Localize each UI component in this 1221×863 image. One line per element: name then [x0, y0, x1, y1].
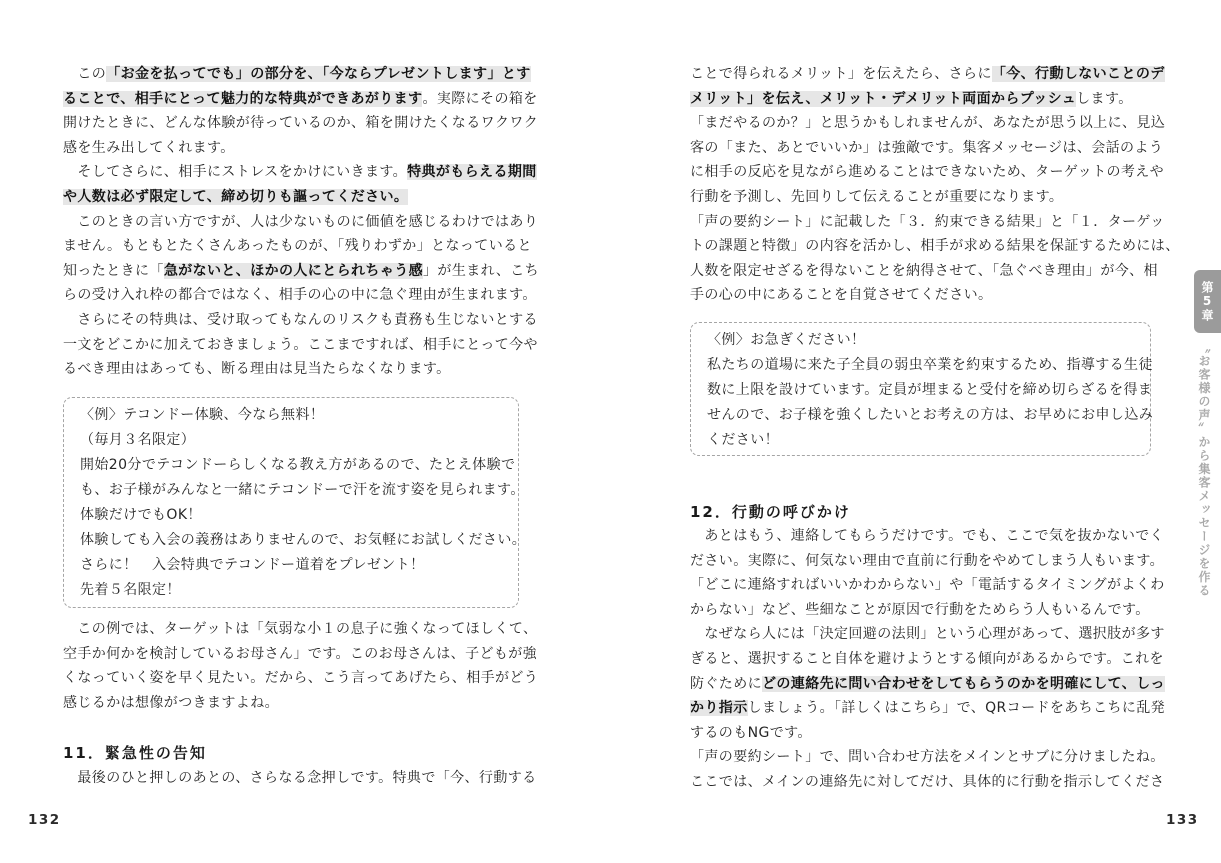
text-line: ここでは、メインの連絡先に対してだけ、具体的に行動を指示してくださ: [690, 773, 1165, 790]
text-line: トの課題と特徴」の内容を活かし、相手が求める結果を保証するためには、: [690, 238, 1180, 255]
text-line: 私たちの道場に来た子全員の弱虫卒業を約束するため、指導する生徒: [707, 357, 1153, 373]
text-line: なぜなら人には「決定回避の法則」という心理があって、選択肢が多す: [690, 626, 1165, 643]
text-line: せんので、お子様を強くしたいとお考えの方は、お早めにお申し込み: [707, 407, 1154, 423]
text-line: くなっていく姿を早く見たい。だから、こう言ってあげたら、相手がどう: [63, 670, 539, 687]
text-line: 開けたときに、どんな体験が待っているのか、箱を開けたくなるワクワク: [63, 115, 539, 132]
text-line: 人数を限定せざるを得ないことを納得させて、「急ぐべき理由」が今、相: [690, 262, 1158, 279]
chapter-tab-badge: 第5章: [1194, 270, 1221, 333]
text-line: ことで得られるメリット」を伝えたら、さらに「今、行動しないことのデ: [690, 66, 1165, 82]
text-line: 知ったときに「急がないと、ほかの人にとられちゃう感」が生まれ、こち: [63, 262, 540, 279]
text-line: 「まだやるのか？」と思うかもしれませんが、あなたが思う以上に、見込: [690, 115, 1166, 132]
text-line: メリット」を伝え、メリット・デメリット両面からプッシュします。: [690, 90, 1133, 107]
text-line: らの受け入れ枠の都合ではなく、相手の心の中に急ぐ理由が生まれます。: [63, 287, 537, 304]
text-line: ください！: [707, 432, 779, 448]
text-line: このときの言い方ですが、人は少ないものに価値を感じるわけではあり: [63, 213, 539, 230]
text-line: からない」など、些細なことが原因で行動をためらう人もいるんです。: [690, 601, 1150, 618]
text-line: 「声の要約シート」に記載した「３．約束できる結果」と「１．ターゲッ: [690, 213, 1165, 230]
text-line: （毎月３名限定）: [80, 432, 196, 448]
left-section-paragraph: [63, 766, 537, 791]
text-line: そしてさらに、相手にストレスをかけにいきます。特典がもらえる期間: [63, 164, 537, 181]
text-line: ません。もともとたくさんあったものが、「残りわずか」となっていると: [63, 238, 532, 255]
text-line: ださい。実際に、何気ない理由で直前に行動をやめてしまう人もいます。: [690, 552, 1165, 569]
page-number-left: 132: [28, 812, 61, 828]
text-line: 「どこに連絡すればいいかわからない」や「電話するタイミングがよくわ: [690, 577, 1165, 594]
text-line: 最後のひと押しのあとの、さらなる念押しです。特典で「今、行動する: [63, 770, 537, 786]
chapter-title-vertical: 〝お客様の声〟から集客メッセージを作る: [1197, 341, 1211, 598]
text-line: 体験だけでもOK！: [80, 507, 202, 523]
text-line: 〈例〉お急ぎください！: [707, 332, 866, 348]
text-line: 手の心の中にあることを自覚させてください。: [690, 287, 993, 304]
text-line: 〈例〉テコンドー体験、今なら無料！: [80, 407, 325, 423]
text-line: 体験しても入会の義務はありませんので、お気軽にお試しください。: [80, 532, 527, 548]
text-line: や人数は必ず限定して、締め切りも謳ってください。: [63, 188, 409, 205]
example-box-urgency: [690, 322, 1154, 456]
text-line: 感じるかは想像がつきますよね。: [63, 694, 279, 711]
section-heading-12: 12．行動の呼びかけ: [690, 503, 851, 521]
text-line: るべき理由はあっても、断る理由は見当たらなくなります。: [63, 361, 451, 378]
text-line: さらにその特典は、受け取ってもなんのリスクも責務も生じないとする: [63, 311, 538, 328]
text-line: するのもNGです。: [690, 724, 812, 741]
text-line: あとはもう、連絡してもらうだけです。でも、ここで気を抜かないでく: [690, 528, 1165, 544]
text-line: この「お金を払ってでも」の部分を、「今ならプレゼントします」とす: [63, 66, 531, 82]
example-box-taekwondo: [63, 397, 527, 608]
text-line: も、お子様がみんなと一緒にテコンドーで汗を流す姿を見られます。: [80, 482, 525, 498]
text-line: 感を生み出してくれます。: [63, 139, 235, 156]
text-line: 先着５名限定！: [80, 582, 181, 598]
text-line: 行動を予測し、先回りして伝えることが重要になります。: [690, 188, 1064, 205]
text-line: この例では、ターゲットは「気弱な小１の息子に強くなってほしくて、: [63, 621, 538, 637]
text-line: さらに！ 入会特典でテコンドー道着をプレゼント！: [80, 557, 425, 573]
text-line: 防ぐためにどの連絡先に問い合わせをしてもらうのかを明確にして、しっ: [690, 675, 1165, 692]
section-heading-11: 11．緊急性の告知: [63, 744, 207, 762]
text-line: 客の「また、あとでいいか」は強敵です。集客メッセージは、会話のよう: [690, 139, 1164, 156]
text-line: 空手か何かを検討しているお母さん」です。このお母さんは、子どもが強: [63, 645, 538, 662]
text-line: 開始20分でテコンドーらしくなる教え方があるので、たとえ体験で: [80, 457, 516, 473]
text-line: に相手の反応を見ながら進めることはできないため、ターゲットの考えや: [690, 164, 1165, 181]
text-line: ぎると、選択すること自体を避けようとする傾向があるからです。これを: [690, 650, 1164, 667]
page-number-right: 133: [1166, 812, 1199, 828]
right-section-paragraph: [690, 524, 1166, 795]
left-after-box-paragraph: [63, 617, 539, 715]
left-intro-paragraph: [63, 62, 540, 382]
text-line: 一文をどこかに加えておきましょう。ここまですれば、相手にとって今や: [63, 336, 538, 353]
right-intro-paragraph: [690, 62, 1180, 308]
text-line: ることで、相手にとって魅力的な特典ができあがります。実際にその箱を: [63, 90, 538, 107]
text-line: 「声の要約シート」で、問い合わせ方法をメインとサブに分けましたね。: [690, 749, 1165, 766]
text-line: かり指示しましょう。「詳しくはこちら」で、QRコードをあちこちに乱発: [690, 700, 1166, 717]
text-line: 数に上限を設けています。定員が埋まると受付を締め切らざるを得ま: [707, 382, 1153, 398]
